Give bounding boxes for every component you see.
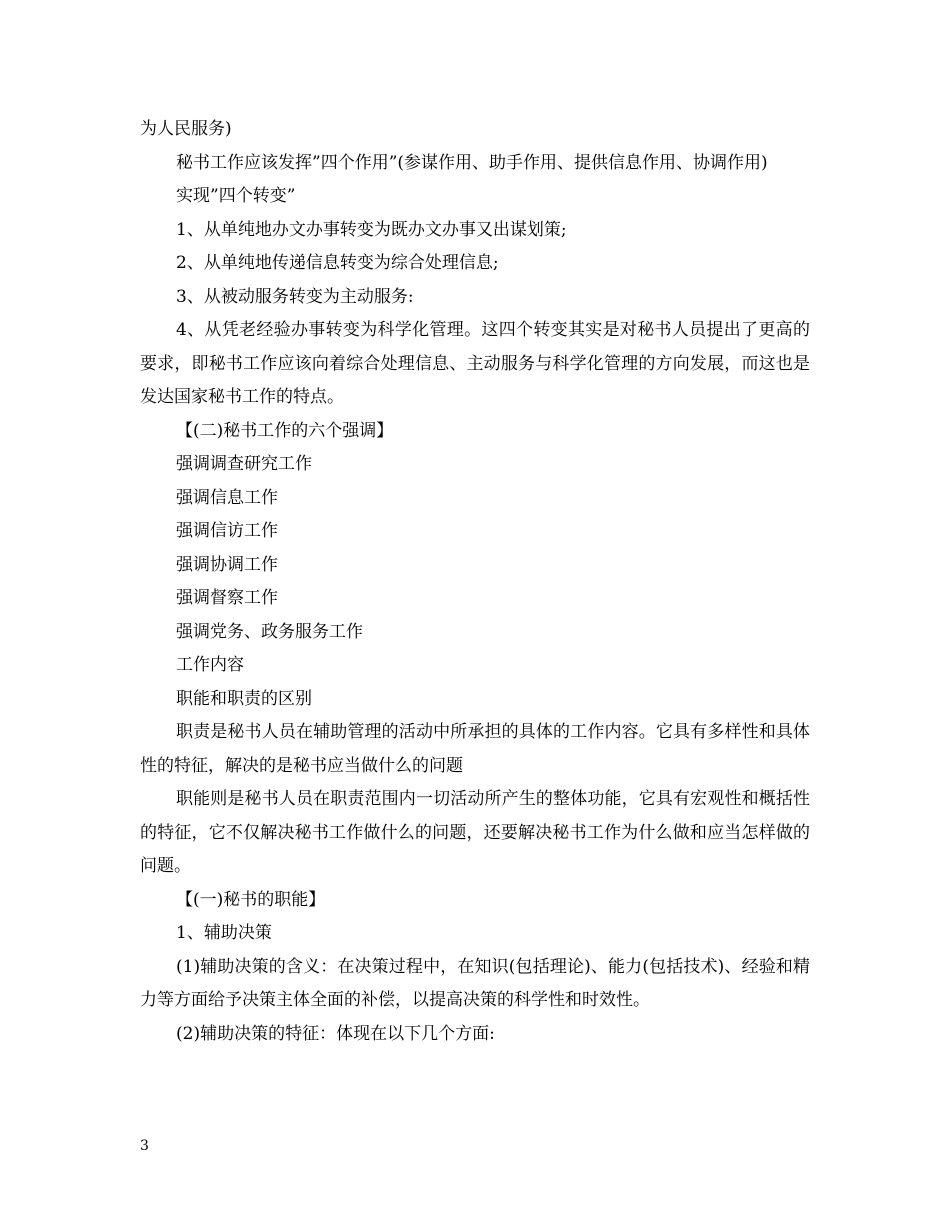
paragraph-8: 强调调查研究工作 [176, 454, 312, 474]
paragraph-2: 实现”四个转变” [176, 186, 296, 206]
paragraph-15: 职能和职责的区别 [176, 688, 312, 709]
paragraph-13: 强调党务、政务服务工作 [176, 621, 363, 642]
document-body [140, 113, 810, 1051]
paragraph-4: 2、从单纯地传递信息转变为综合处理信息; [176, 253, 499, 273]
paragraph-9: 强调信息工作 [176, 487, 278, 508]
paragraph-17: 职能则是秘书人员在职责范围内一切活动所产生的整体功能，它具有宏观性和概括性的特征，它不仅解决秘书工作做什么的问题，还要解决秘书工作为什么做和应当怎样做的问题。 [140, 789, 810, 876]
section-heading-secretary-functions: 【(一)秘书的职能】 [176, 889, 326, 910]
paragraph-16: 职责是秘书人员在辅助管理的活动中所承担的具体的工作内容。它具有多样性和具体性的特征，解决的是秘书应当做什么的问题 [140, 722, 810, 776]
paragraph-0: 为人民服务) [140, 119, 232, 139]
paragraph-1: 秘书工作应该发挥”四个作用”(参谋作用、助手作用、提供信息作用、协调作用) [176, 152, 768, 173]
paragraph-19: 1、辅助决策 [176, 923, 272, 943]
paragraph-3: 1、从单纯地办文办事转变为既办文办事又出谋划策; [176, 219, 567, 240]
paragraph-6: 4、从凭老经验办事转变为科学化管理。这四个转变其实是对秘书人员提出了更高的要求，即秘书工作应该向着综合处理信息、主动服务与科学化管理的方向发展，而这也是发达国家秘书工作的特点。 [140, 320, 810, 407]
section-heading-six-emphases: 【(二)秘书工作的六个强调】 [176, 420, 394, 441]
paragraph-14: 工作内容 [176, 655, 244, 675]
page-number: 3 [140, 1138, 149, 1154]
paragraph-20: (1)辅助决策的含义：在决策过程中，在知识(包括理论)、能力(包括技术)、经验和精力等方面给予决策主体全面的补偿，以提高决策的科学性和时效性。 [140, 956, 810, 1010]
paragraph-12: 强调督察工作 [176, 588, 278, 608]
paragraph-11: 强调协调工作 [176, 554, 278, 575]
paragraph-10: 强调信访工作 [176, 521, 278, 541]
paragraph-21: (2)辅助决策的特征：体现在以下几个方面: [176, 1023, 495, 1044]
paragraph-5: 3、从被动服务转变为主动服务: [176, 286, 414, 307]
